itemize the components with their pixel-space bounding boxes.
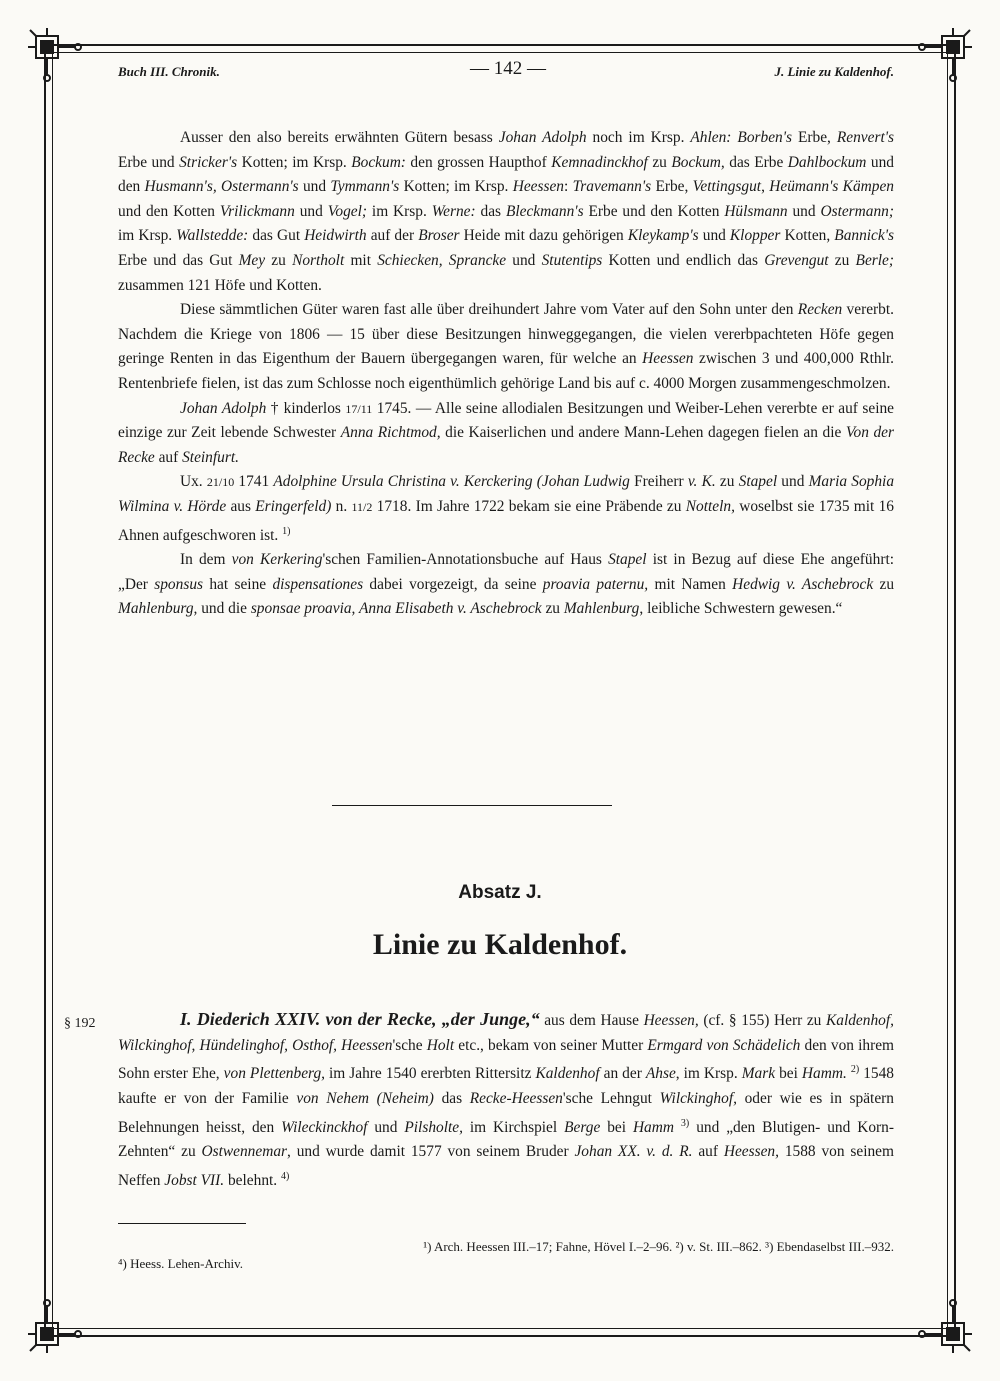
- footnote-ref: 1): [282, 525, 291, 537]
- italic-name: Hedwig v. Aschebrock: [732, 575, 874, 593]
- italic-name: Berge: [564, 1118, 601, 1136]
- italic-name: Adolphine Ursula Christina v. Kerckering (Johan Ludwig: [273, 473, 630, 491]
- text-run: zu: [873, 575, 895, 593]
- text-run: und: [777, 473, 809, 491]
- paragraph: [118, 298, 894, 396]
- italic-name: Tymmann's: [330, 178, 400, 196]
- italic-name: Hamm.: [801, 1065, 847, 1083]
- text-run: Diese sämmtlichen Güter waren fast alle über dreihundert Jahre vom Vater auf den Sohn unter den: [180, 301, 798, 319]
- text-run: zu: [715, 473, 739, 491]
- italic-name: Von der Recke: [118, 424, 894, 466]
- italic-name: von Nehem (Neheim): [296, 1089, 434, 1107]
- italic-name: Heessen: [512, 178, 564, 196]
- italic-name: Borben's: [737, 129, 793, 146]
- italic-name: von Plettenberg,: [223, 1065, 325, 1083]
- text-run: an der: [599, 1065, 646, 1083]
- text-run: aus dem Hause: [539, 1012, 644, 1029]
- italic-name: Stricker's: [179, 153, 238, 171]
- italic-name: Johan Adolph: [498, 129, 587, 146]
- italic-name: Pilsholte,: [404, 1118, 463, 1136]
- text-run: Erbe und: [118, 153, 180, 171]
- running-header: [118, 58, 894, 82]
- italic-name: Bockum,: [671, 153, 725, 171]
- paragraph: [118, 126, 894, 298]
- section-title: Linie zu Kaldenhof.: [372, 928, 628, 961]
- section-label: Absatz J.: [458, 882, 542, 903]
- text-run: auf: [692, 1143, 724, 1161]
- italic-name: Vogel;: [327, 202, 368, 220]
- footnotes: [118, 1238, 894, 1272]
- italic-name: Broser: [418, 227, 460, 245]
- text-run: und: [367, 1118, 405, 1136]
- italic-name: Holt: [426, 1036, 455, 1054]
- text-run: Kotten; im Krsp.: [237, 153, 352, 171]
- footnote-ref: 2): [850, 1064, 860, 1076]
- text-run: 'sche: [392, 1036, 427, 1054]
- italic-name: Kaldenhof: [535, 1065, 600, 1083]
- text-run: und: [698, 227, 730, 245]
- text-run: , leibliche Schwestern gewesen.“: [639, 600, 843, 618]
- main-text: [118, 126, 894, 622]
- text-run: Ausser den also bereits erwähnten Gütern besass: [180, 129, 499, 146]
- italic-name: Stutentips: [541, 251, 603, 269]
- text-run: ,: [761, 178, 770, 196]
- text-run: , im Krsp.: [675, 1065, 742, 1083]
- text-run: 1588 von seinem Neffen: [118, 1143, 894, 1189]
- text-run: im Krsp.: [367, 202, 432, 220]
- italic-name: Kaldenhof, Wilckinghof, Hündelinghof, Osthof, Heessen: [118, 1012, 894, 1054]
- italic-name: Ahlen:: [690, 129, 732, 146]
- text-run: den von ihrem Sohn erster Ehe,: [118, 1036, 895, 1083]
- text-run: noch im Krsp.: [586, 129, 691, 146]
- italic-name: Travemann's: [572, 178, 652, 196]
- text-run: und „den Blutigen- und Korn-Zehnten“ zu: [118, 1118, 895, 1161]
- text-run: Erbe und den Kotten: [583, 202, 725, 220]
- text-run: 1548 kaufte er von der Familie: [118, 1065, 894, 1107]
- italic-name: Anna Richtmod,: [340, 424, 441, 442]
- corner-ornament-icon: [26, 26, 84, 84]
- footnote-rule: [118, 1223, 246, 1224]
- section-divider: [332, 805, 612, 806]
- italic-name: Hamm: [632, 1118, 674, 1136]
- italic-name: Schiecken,: [377, 251, 443, 269]
- date-fraction: 21/10: [206, 475, 235, 490]
- italic-name: Bannick's: [834, 227, 895, 245]
- text-run: 'schen Familien-Annotationsbuche auf Haus: [322, 551, 609, 569]
- text-run: und: [787, 202, 821, 220]
- text-run: In dem: [180, 551, 232, 569]
- italic-name: proavia paternu,: [542, 575, 649, 593]
- footnote-ref: 3): [680, 1117, 690, 1129]
- text-run: Erbe und das Gut: [118, 251, 239, 269]
- text-run: auf: [154, 448, 183, 466]
- paragraph: [118, 397, 894, 471]
- text-run: woselbst sie 1735 mit 16 Ahnen aufgeschworen ist.: [118, 497, 895, 544]
- italic-name: Vettingsgut: [692, 178, 762, 196]
- italic-name: von Kerkering: [231, 551, 323, 569]
- text-run: Erbe,: [651, 178, 693, 196]
- text-run: und: [298, 178, 331, 196]
- text-run: im Krsp.: [118, 227, 177, 245]
- corner-ornament-icon: [916, 26, 974, 84]
- italic-name: Bleckmann's: [505, 202, 584, 220]
- italic-name: Sprancke: [448, 251, 507, 269]
- italic-name: Notteln,: [685, 497, 735, 515]
- text-run: die Kaiserlichen und andere Mann-Lehen dagegen fielen an die: [440, 424, 846, 442]
- text-run: zu: [828, 251, 856, 269]
- italic-name: Husmann's, Ostermann's: [144, 178, 299, 196]
- text-run: bei: [600, 1118, 633, 1136]
- text-run: im Kirchspiel: [462, 1118, 565, 1136]
- text-run: vererbt. Nachdem die Kriege von 1806 — 15 über diese Besitzungen hinweggegangen, die vielen vererbpachteten Höfe gegen geringe Renten in das Eigenthum der Bauern übergegangen waren, für welche an: [118, 301, 894, 368]
- italic-name: Eringerfeld): [255, 497, 332, 515]
- header-right: J. Linie zu Kaldenhof.: [774, 64, 894, 79]
- text-run: etc., bekam von seiner Mutter: [454, 1036, 648, 1054]
- italic-name: Klopper: [729, 227, 781, 245]
- italic-name: Recken: [797, 301, 843, 319]
- text-run: zusammen 121 Höfe und Kotten.: [118, 276, 322, 294]
- text-run: mit Namen: [648, 575, 733, 593]
- italic-name: Mahlenburg,: [118, 600, 198, 618]
- italic-name: Heidwirth: [304, 227, 367, 245]
- date-fraction: 11/2: [351, 499, 373, 514]
- italic-name: Heessen,: [723, 1143, 779, 1161]
- paragraph: [118, 1007, 894, 1194]
- italic-name: sponsae proavia, Anna Elisabeth v. Aschebrock: [250, 600, 542, 618]
- text-run: hat seine: [203, 575, 273, 593]
- text-run: 1745. — Alle seine allodialen Besitzungen und Weiber-Lehen vererbte er auf seine einzige zur Zeit lebende Schwester: [118, 399, 895, 442]
- italic-name: Vrilickmann: [219, 202, 295, 220]
- text-run: im Jahre 1540 ererbten Rittersitz: [325, 1065, 536, 1083]
- text-run: , und wurde damit 1577 von seinem Bruder: [287, 1143, 575, 1161]
- text-run: Erbe,: [792, 129, 837, 146]
- italic-name: Kemnadinckhof: [551, 153, 648, 171]
- text-run: † kinderlos: [266, 399, 346, 417]
- text-run: oder wie es in spätern Belehnungen heisst, den: [118, 1089, 894, 1136]
- text-run: das: [433, 1089, 470, 1107]
- text-run: bei: [775, 1065, 802, 1083]
- italic-name: Jobst VII.: [164, 1171, 225, 1189]
- text-run: Kotten; im Krsp.: [399, 178, 513, 196]
- italic-name: Wallstedde:: [176, 227, 249, 245]
- italic-name: Ostermann;: [820, 202, 894, 220]
- footnote-ref: 4): [280, 1170, 290, 1182]
- text-run: und den Kotten: [118, 202, 220, 220]
- text-run: 1741: [234, 473, 274, 491]
- footnote-line: ⁴) Heess. Lehen-Archiv.: [118, 1256, 243, 1271]
- text-run: und: [294, 202, 328, 220]
- text-run: [674, 1119, 681, 1136]
- text-run: Ux.: [180, 473, 207, 491]
- text-run: belehnt.: [224, 1171, 281, 1189]
- text-run: das: [475, 202, 506, 220]
- italic-name: Heessen,: [643, 1012, 699, 1029]
- italic-name: Dahlbockum: [787, 153, 867, 171]
- text-run: und die: [197, 600, 251, 618]
- italic-name: Wileckinckhof: [281, 1118, 368, 1136]
- italic-name: Renvert's: [836, 129, 895, 146]
- italic-name: Bockum:: [351, 153, 406, 171]
- margin-section-number: § 192: [64, 1016, 96, 1031]
- italic-name: Mahlenburg: [563, 600, 640, 618]
- italic-name: Wilckinghof,: [659, 1089, 737, 1107]
- text-run: :: [564, 178, 573, 196]
- text-run: dabei vorgezeigt, da seine: [363, 575, 543, 593]
- italic-name: Werne:: [431, 202, 476, 220]
- italic-name: Mey: [238, 251, 266, 269]
- italic-name: Grevengut: [764, 251, 829, 269]
- text-run: und: [506, 251, 542, 269]
- entry-heading: I. Diederich XXIV. von der Recke, „der Junge,“: [180, 1009, 540, 1029]
- corner-ornament-icon: [916, 1297, 974, 1355]
- text-run: 1718. Im Jahre 1722 bekam sie eine Präbende zu: [372, 497, 686, 515]
- date-fraction: 17/11: [345, 401, 373, 416]
- text-run: zu: [265, 251, 293, 269]
- paragraph: [118, 548, 894, 622]
- text-run: Heide mit dazu gehörigen: [459, 227, 628, 245]
- text-run: 'sche Lehngut: [562, 1089, 660, 1107]
- italic-name: Recke-Heessen: [469, 1089, 563, 1107]
- italic-name: Ahse: [645, 1065, 676, 1083]
- corner-ornament-icon: [26, 1297, 84, 1355]
- italic-name: Ostwennemar: [201, 1143, 287, 1161]
- text-run: n.: [331, 497, 352, 515]
- text-run: das Erbe: [724, 153, 788, 171]
- italic-name: Northolt: [292, 251, 345, 269]
- text-run: aus: [226, 497, 256, 515]
- italic-name: Maria Sophia Wilmina v. Hörde: [118, 473, 895, 515]
- italic-name: Johan XX. v. d. R.: [574, 1143, 693, 1161]
- text-run: und den: [118, 153, 895, 196]
- italic-name: Heessen: [642, 350, 694, 368]
- text-run: auf der: [366, 227, 419, 245]
- italic-name: Kleykamp's: [627, 227, 699, 245]
- italic-name: Heümann's Kämpen: [769, 178, 894, 196]
- italic-name: Hülsmann: [724, 202, 788, 220]
- italic-name: Stapel: [738, 473, 778, 491]
- italic-name: Steinfurt.: [182, 448, 239, 466]
- text-run: zu: [541, 600, 564, 618]
- text-run: zu: [647, 153, 672, 171]
- italic-name: Mark: [741, 1065, 776, 1083]
- text-run: mit: [344, 251, 378, 269]
- text-run: ist in Bezug auf diese Ehe angeführt: „Der: [118, 551, 894, 593]
- italic-name: Ermgard von Schädelich: [647, 1036, 801, 1054]
- text-run: den grossen Haupthof: [405, 153, 552, 171]
- italic-name: dispensationes: [272, 575, 364, 593]
- text-run: Kotten,: [780, 227, 835, 245]
- footnote-line: ¹) Arch. Heessen III.–17; Fahne, Hövel I.–2–96. ²) v. St. III.–862. ³) Ebendaselbst III.–932.: [423, 1239, 894, 1254]
- section-text: [118, 1007, 894, 1194]
- italic-name: Johan Adolph: [180, 399, 267, 417]
- italic-name: Berle;: [855, 251, 895, 269]
- page-number: — 142 —: [470, 58, 546, 79]
- text-run: zwischen 3 und 400,000 Rthlr. Rentenbriefe fielen, ist das zum Schlosse noch eigenthümlich gehörige Land bis auf c. 4000 Morgen zusammengeschmolzen.: [118, 350, 894, 392]
- text-run: Freiherr: [629, 473, 688, 491]
- text-run: Kotten und endlich das: [602, 251, 765, 269]
- header-left: Buch III. Chronik.: [118, 64, 220, 79]
- italic-name: Stapel: [608, 551, 647, 569]
- italic-name: v. K.: [687, 473, 716, 491]
- italic-name: sponsus: [154, 575, 203, 593]
- text-run: (cf. § 155) Herr zu: [698, 1012, 826, 1029]
- paragraph: [118, 470, 894, 548]
- text-run: das Gut: [248, 227, 305, 245]
